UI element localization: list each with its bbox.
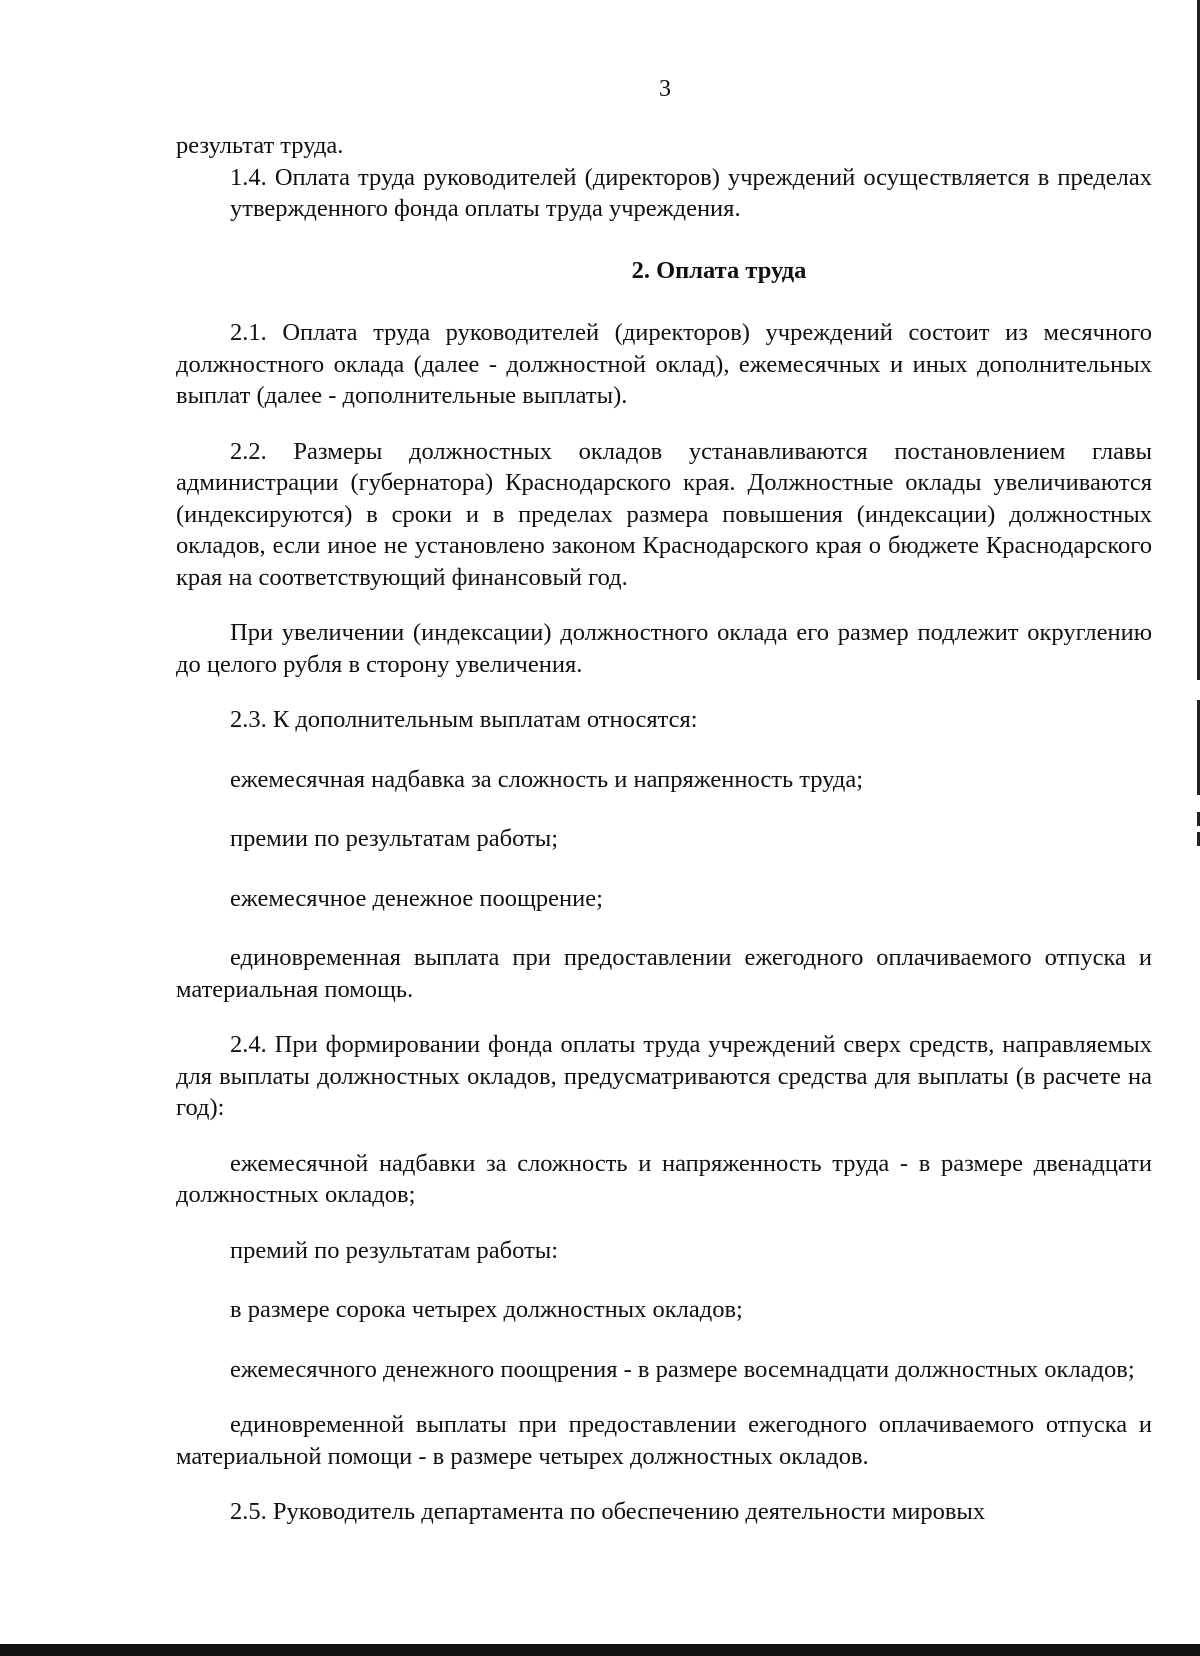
paragraph-2-2: 2.2. Размеры должностных окладов устанавливаются постановлением главы администрации (губернатора) Краснодарского края. Должностные оклады увеличиваются (индексируются) в сроки и в пределах размера повышения (индексации) должностных окладов, если иное не установлено законом Краснодарского края о бюджете Краснодарского края на соответствующий финансовый год.: [176, 437, 1152, 591]
list-item-monetary-incentive: ежемесячное денежное поощрение;: [230, 884, 603, 912]
fund-item-monetary-incentive: ежемесячного денежного поощрения - в размере восемнадцати должностных окладов;: [230, 1355, 1135, 1383]
paragraph-2-1: 2.1. Оплата труда руководителей (директоров) учреждений состоит из месячного должностного оклада (далее - должностной оклад), ежемесячных и иных дополнительных выплат (далее - дополнительные выплаты).: [176, 319, 1152, 409]
fund-item-allowance: ежемесячной надбавки за сложность и напряженность труда - в размере двенадцати должностных окладов;: [176, 1149, 1152, 1208]
paragraph-2-4: 2.4. При формировании фонда оплаты труда учреждений сверх средств, направляемых для выплаты должностных окладов, предусматриваются средства для выплаты (в расчете на год):: [176, 1031, 1152, 1121]
list-item-lump-sum: единовременная выплата при предоставлении ежегодного оплачиваемого отпуска и материальная помощь.: [176, 944, 1152, 1003]
paragraph-1-4: 1.4. Оплата труда руководителей (директоров) учреждений осуществляется в пределах утвержденного фонда оплаты труда учреждения.: [230, 163, 1152, 222]
paragraph-2-5: 2.5. Руководитель департамента по обеспечению деятельности мировых: [230, 1498, 986, 1525]
fund-item-lump-sum: единовременной выплаты при предоставлении ежегодного оплачиваемого отпуска и материальной помощи - в размере четырех должностных окладов.: [176, 1411, 1152, 1470]
list-item-bonuses: премии по результатам работы;: [230, 825, 559, 852]
paragraph-2-3: 2.3. К дополнительным выплатам относятся:: [230, 706, 698, 733]
fund-item-bonuses-amount: в размере сорока четырех должностных окладов;: [230, 1296, 743, 1323]
page-number: 3: [659, 76, 671, 102]
fund-item-bonuses: премий по результатам работы:: [230, 1236, 559, 1264]
list-item-allowance: ежемесячная надбавка за сложность и напряженность труда;: [230, 765, 864, 793]
paragraph-indexation-rounding: При увеличении (индексации) должностного оклада его размер подлежит округлению до целого рубля в сторону увеличения.: [176, 619, 1152, 678]
paragraph-continuation: результат труда.: [176, 132, 344, 159]
document-body: [176, 130, 1152, 1528]
section-heading: 2. Оплата труда: [631, 256, 807, 284]
scan-bottom-border: [0, 1644, 1200, 1656]
